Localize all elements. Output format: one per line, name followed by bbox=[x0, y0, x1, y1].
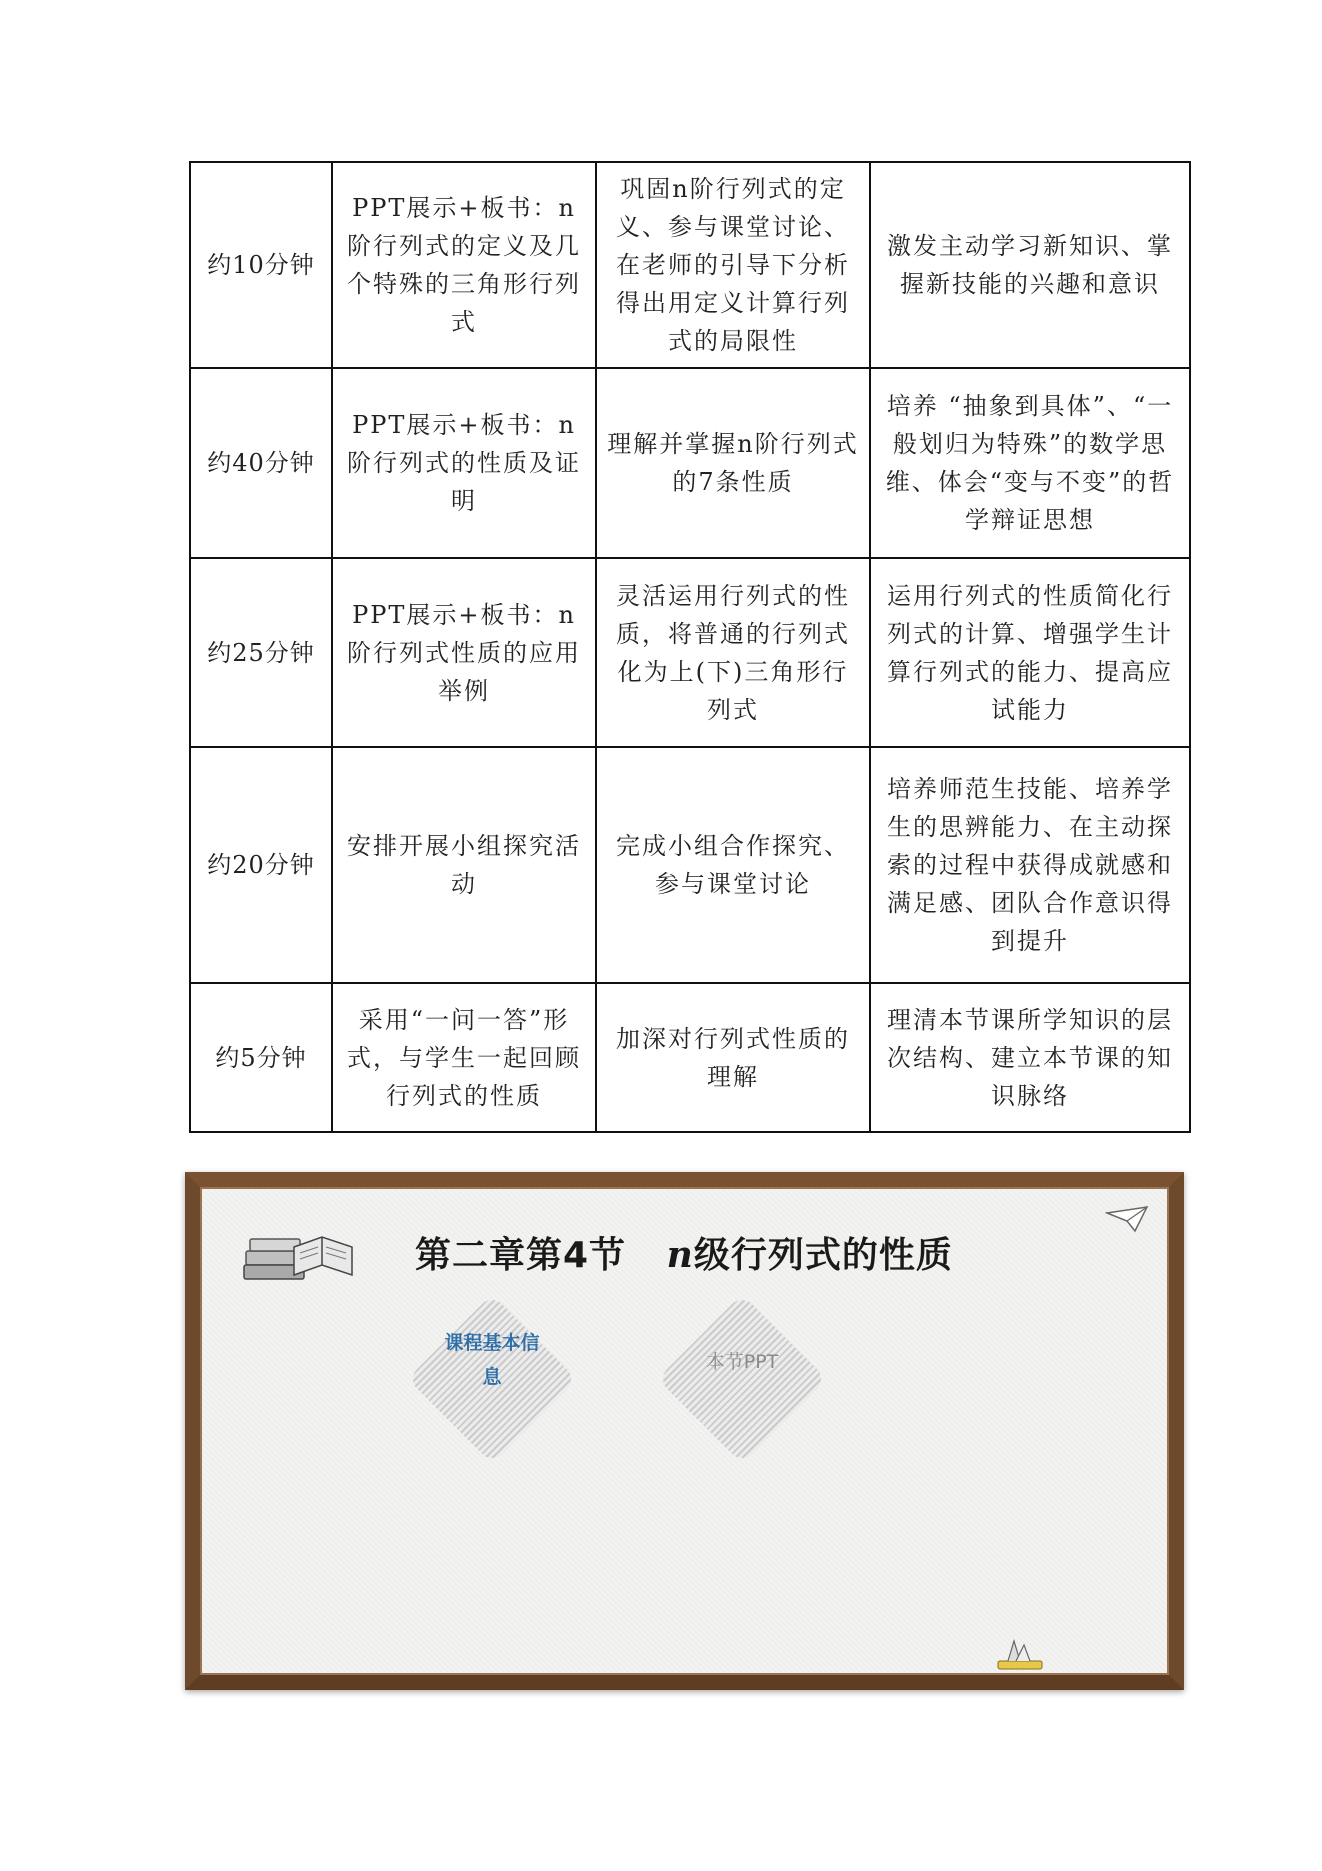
goal-cell: 激发主动学习新知识、掌握新技能的兴趣和意识 bbox=[870, 162, 1190, 368]
goal-cell: 培养师范生技能、培养学生的思辨能力、在主动探索的过程中获得成就感和满足感、团队合作意识得到提升 bbox=[870, 747, 1190, 983]
student-activity-cell: 理解并掌握n阶行列式的7条性质 bbox=[596, 368, 870, 558]
method-cell: 安排开展小组探究活动 bbox=[332, 747, 596, 983]
method-cell: 采用“一问一答”形式，与学生一起回顾行列式的性质 bbox=[332, 983, 596, 1132]
books-icon bbox=[240, 1217, 360, 1283]
table-row bbox=[190, 558, 1190, 747]
time-cell: 约40分钟 bbox=[190, 368, 332, 558]
time-cell: 约25分钟 bbox=[190, 558, 332, 747]
time-cell: 约5分钟 bbox=[190, 983, 332, 1132]
table-row bbox=[190, 162, 1190, 368]
course-info-button[interactable]: 课程基本信息 bbox=[444, 1332, 540, 1388]
ppt-button[interactable]: 本节PPT bbox=[705, 1351, 779, 1373]
method-cell: PPT展示+板书：n阶行列式的定义及几个特殊的三角形行列式 bbox=[332, 162, 596, 368]
time-cell: 约20分钟 bbox=[190, 747, 332, 983]
method-cell: PPT展示+板书：n阶行列式性质的应用举例 bbox=[332, 558, 596, 747]
teaching-plan-table bbox=[189, 161, 1191, 1133]
goal-cell: 培养 “抽象到具体”、“一般划归为特殊”的数学思维、体会“变与不变”的哲学辩证思想 bbox=[870, 368, 1190, 558]
table-row bbox=[190, 368, 1190, 558]
goal-cell: 理清本节课所学知识的层次结构、建立本节课的知识脉络 bbox=[870, 983, 1190, 1132]
pencil-icon bbox=[990, 1635, 1050, 1675]
student-activity-cell: 巩固n阶行列式的定义、参与课堂讨论、在老师的引导下分析得出用定义计算行列式的局限性 bbox=[596, 162, 870, 368]
goal-cell: 运用行列式的性质简化行列式的计算、增强学生计算行列式的能力、提高应试能力 bbox=[870, 558, 1190, 747]
table-row bbox=[190, 747, 1190, 983]
paper-plane-icon bbox=[1105, 1205, 1149, 1233]
table-row bbox=[190, 983, 1190, 1132]
student-activity-cell: 加深对行列式性质的理解 bbox=[596, 983, 870, 1132]
method-cell: PPT展示+板书：n阶行列式的性质及证明 bbox=[332, 368, 596, 558]
time-cell: 约10分钟 bbox=[190, 162, 332, 368]
student-activity-cell: 完成小组合作探究、参与课堂讨论 bbox=[596, 747, 870, 983]
student-activity-cell: 灵活运用行列式的性质，将普通的行列式化为上(下)三角形行列式 bbox=[596, 558, 870, 747]
slide-title: 第二章第4节 n级行列式的性质 bbox=[415, 1234, 953, 1276]
ppt-diamond[interactable] bbox=[657, 1294, 827, 1464]
slide-board bbox=[185, 1172, 1184, 1690]
